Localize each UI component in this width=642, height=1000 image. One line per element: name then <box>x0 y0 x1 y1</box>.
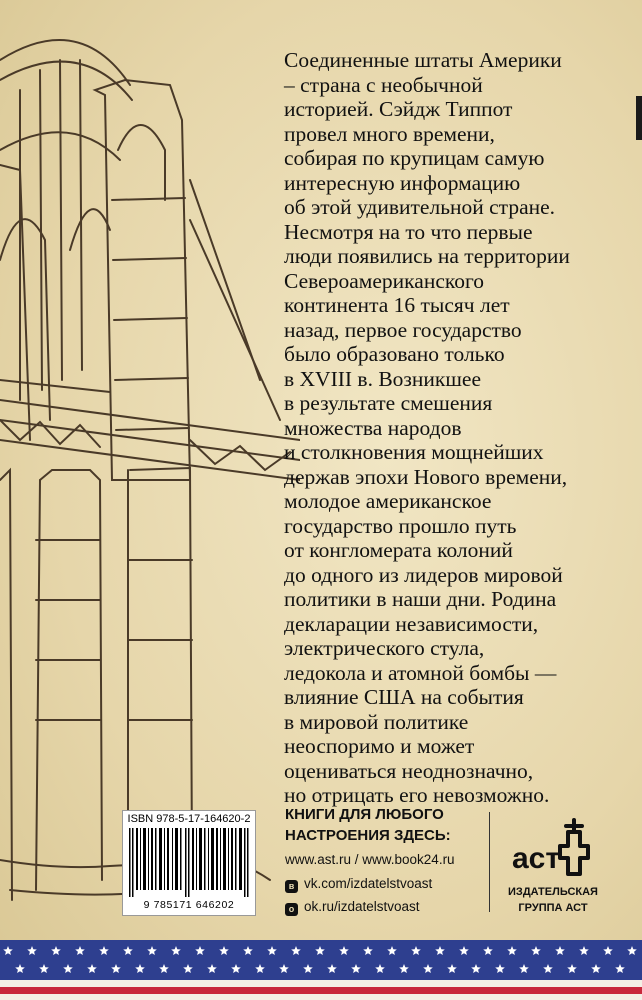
ok-link-text: ok.ru/izdatelstvoast <box>304 899 420 914</box>
annotation-line: держав эпохи Нового времени, <box>284 464 568 489</box>
vk-link[interactable] <box>285 876 432 893</box>
publisher-caption-line: ГРУППА АСТ <box>518 902 588 914</box>
annotation-line: влияние США на события <box>284 685 524 709</box>
annotation-line: назад, первое государство <box>284 317 522 342</box>
annotation-line: историей. Сэйдж Типпот <box>284 97 513 121</box>
annotation-line: Соединенные штаты Америки <box>284 48 562 72</box>
edge-marker <box>636 96 642 140</box>
annotation-line: – страна с необычной <box>284 72 483 97</box>
annotation-line: об этой удивительной стране. <box>284 195 556 219</box>
annotation-line: множества народов <box>284 415 462 440</box>
annotation-line: в XVIII в. Возникшее <box>284 366 482 391</box>
book-annotation <box>284 48 624 808</box>
annotation-line: ледокола и атомной бомбы — <box>284 660 557 685</box>
annotation-line: декларации независимости, <box>284 611 539 636</box>
annotation-line: государство прошло путь <box>284 513 517 538</box>
isbn-barcode-box <box>122 810 256 916</box>
annotation-line: Несмотря на то что первые <box>284 219 533 244</box>
barcode <box>127 828 251 897</box>
annotation-line: электрического стула, <box>284 636 485 660</box>
vk-icon: в <box>285 880 298 893</box>
annotation-line: собирая по крупицам самую <box>284 146 545 170</box>
ok-icon: о <box>285 903 298 916</box>
annotation-line: до одного из лидеров мировой <box>284 562 563 587</box>
annotation-line: провел много времени, <box>284 121 495 146</box>
annotation-line: было образовано только <box>284 342 505 366</box>
isbn-label: ISBN 978-5-17-164620-2 <box>127 813 251 825</box>
annotation-line: но отрицать его невозможно. <box>284 783 550 807</box>
website-links[interactable]: www.ast.ru / www.book24.ru <box>285 852 455 867</box>
stars-stripes-band <box>0 940 642 1000</box>
promo-heading <box>285 804 495 846</box>
annotation-line: люди появились на территории <box>284 244 570 268</box>
annotation-line: политики в наши дни. Родина <box>284 587 557 611</box>
publisher-caption <box>488 884 618 916</box>
annotation-line: оцениваться неоднозначно, <box>284 758 534 783</box>
annotation-line: Североамериканского <box>284 268 485 293</box>
ast-logo <box>508 810 600 882</box>
annotation-line: в мировой политике <box>284 709 469 734</box>
annotation-line: от конгломерата колоний <box>284 538 513 562</box>
annotation-line: интересную информацию <box>284 170 521 195</box>
annotation-line: и столкновения мощнейших <box>284 440 544 464</box>
brooklyn-bridge-illustration <box>0 0 300 940</box>
ok-link[interactable] <box>285 899 420 916</box>
annotation-line: молодое американское <box>284 489 492 513</box>
promo-heading-line: КНИГИ ДЛЯ ЛЮБОГО <box>285 806 444 823</box>
vk-link-text: vk.com/izdatelstvoast <box>304 876 433 891</box>
annotation-line: в результате смешения <box>284 391 493 415</box>
annotation-line: континента 16 тысяч лет <box>284 293 510 317</box>
isbn-digits: 9 785171 646202 <box>143 899 235 911</box>
publisher-caption-line: ИЗДАТЕЛЬСКАЯ <box>508 886 598 898</box>
ast-logo-text: аст <box>512 842 561 875</box>
annotation-line: неоспоримо и может <box>284 734 475 758</box>
promo-heading-line: НАСТРОЕНИЯ ЗДЕСЬ: <box>285 827 451 844</box>
